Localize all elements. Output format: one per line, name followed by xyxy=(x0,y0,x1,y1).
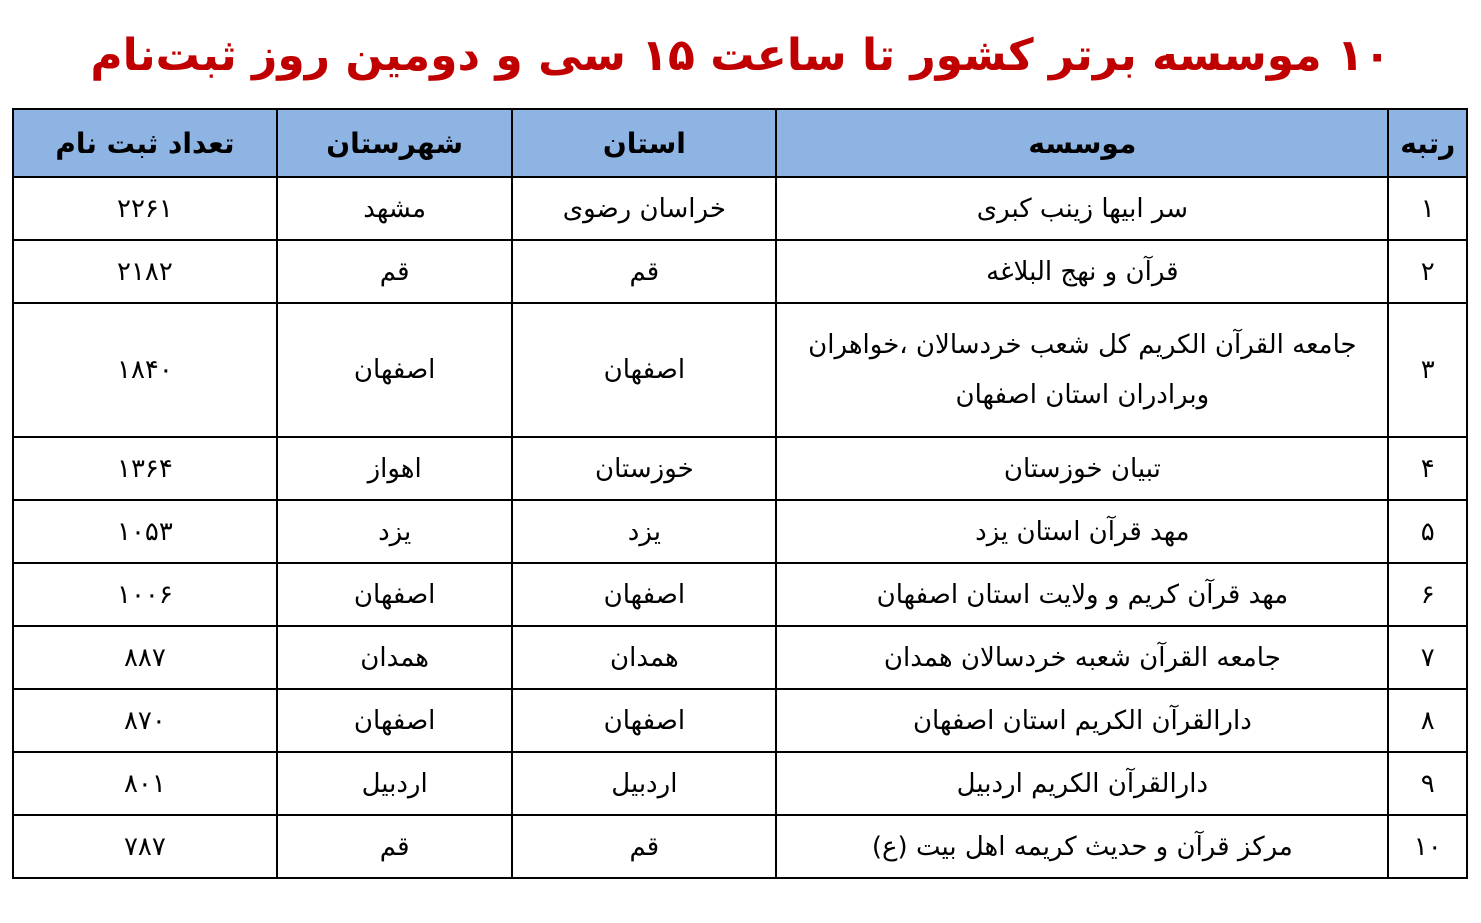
cell-rank: ۷ xyxy=(1388,626,1467,689)
cell-count: ۱۰۵۳ xyxy=(13,500,277,563)
cell-city: همدان xyxy=(277,626,513,689)
cell-rank: ۱ xyxy=(1388,177,1467,240)
cell-institution: مهد قرآن استان یزد xyxy=(776,500,1388,563)
cell-province: قم xyxy=(512,240,776,303)
header-institution: موسسه xyxy=(776,109,1388,177)
cell-count: ۱۰۰۶ xyxy=(13,563,277,626)
cell-institution: دارالقرآن الکریم اردبیل xyxy=(776,752,1388,815)
cell-province: همدان xyxy=(512,626,776,689)
header-city: شهرستان xyxy=(277,109,513,177)
cell-rank: ۱۰ xyxy=(1388,815,1467,878)
cell-institution: جامعه القرآن شعبه خردسالان همدان xyxy=(776,626,1388,689)
cell-city: اصفهان xyxy=(277,689,513,752)
cell-city: اصفهان xyxy=(277,303,513,437)
table-row xyxy=(13,626,1467,689)
cell-institution: سر ابیها زینب کبری xyxy=(776,177,1388,240)
cell-city: قم xyxy=(277,815,513,878)
cell-rank: ۳ xyxy=(1388,303,1467,437)
cell-city: اهواز xyxy=(277,437,513,500)
table-row xyxy=(13,500,1467,563)
cell-count: ۱۳۶۴ xyxy=(13,437,277,500)
cell-province: خراسان رضوی xyxy=(512,177,776,240)
table-row xyxy=(13,689,1467,752)
cell-rank: ۶ xyxy=(1388,563,1467,626)
cell-count: ۱۸۴۰ xyxy=(13,303,277,437)
cell-institution: تبیان خوزستان xyxy=(776,437,1388,500)
cell-province: اصفهان xyxy=(512,563,776,626)
cell-province: اصفهان xyxy=(512,303,776,437)
cell-rank: ۴ xyxy=(1388,437,1467,500)
cell-city: یزد xyxy=(277,500,513,563)
cell-city: اردبیل xyxy=(277,752,513,815)
table-row xyxy=(13,815,1467,878)
cell-institution: جامعه القرآن الکریم کل شعب خردسالان ،خواهران وبرادران استان اصفهان xyxy=(776,303,1388,437)
cell-province: خوزستان xyxy=(512,437,776,500)
cell-institution: مرکز قرآن و حدیث کریمه اهل بیت (ع) xyxy=(776,815,1388,878)
cell-province: اصفهان xyxy=(512,689,776,752)
table-row xyxy=(13,437,1467,500)
header-count: تعداد ثبت نام xyxy=(13,109,277,177)
header-rank: رتبه xyxy=(1388,109,1467,177)
cell-count: ۸۰۱ xyxy=(13,752,277,815)
cell-province: قم xyxy=(512,815,776,878)
cell-count: ۲۲۶۱ xyxy=(13,177,277,240)
cell-province: یزد xyxy=(512,500,776,563)
table-row xyxy=(13,303,1467,437)
cell-count: ۸۷۰ xyxy=(13,689,277,752)
cell-rank: ۲ xyxy=(1388,240,1467,303)
header-province: استان xyxy=(512,109,776,177)
cell-institution: مهد قرآن کریم و ولایت استان اصفهان xyxy=(776,563,1388,626)
cell-rank: ۵ xyxy=(1388,500,1467,563)
cell-institution: قرآن و نهج البلاغه xyxy=(776,240,1388,303)
table-row xyxy=(13,177,1467,240)
table-row xyxy=(13,752,1467,815)
cell-count: ۸۸۷ xyxy=(13,626,277,689)
table-row xyxy=(13,240,1467,303)
cell-count: ۷۸۷ xyxy=(13,815,277,878)
page-title: ۱۰ موسسه برتر کشور تا ساعت ۱۵ سی و دومین روز ثبت‌نام xyxy=(90,30,1391,81)
cell-institution: دارالقرآن الکریم استان اصفهان xyxy=(776,689,1388,752)
cell-province: اردبیل xyxy=(512,752,776,815)
cell-count: ۲۱۸۲ xyxy=(13,240,277,303)
cell-city: قم xyxy=(277,240,513,303)
cell-city: مشهد xyxy=(277,177,513,240)
cell-rank: ۹ xyxy=(1388,752,1467,815)
ranking-table xyxy=(12,108,1468,879)
cell-rank: ۸ xyxy=(1388,689,1467,752)
cell-city: اصفهان xyxy=(277,563,513,626)
table-row xyxy=(13,563,1467,626)
table-header-row xyxy=(13,109,1467,177)
